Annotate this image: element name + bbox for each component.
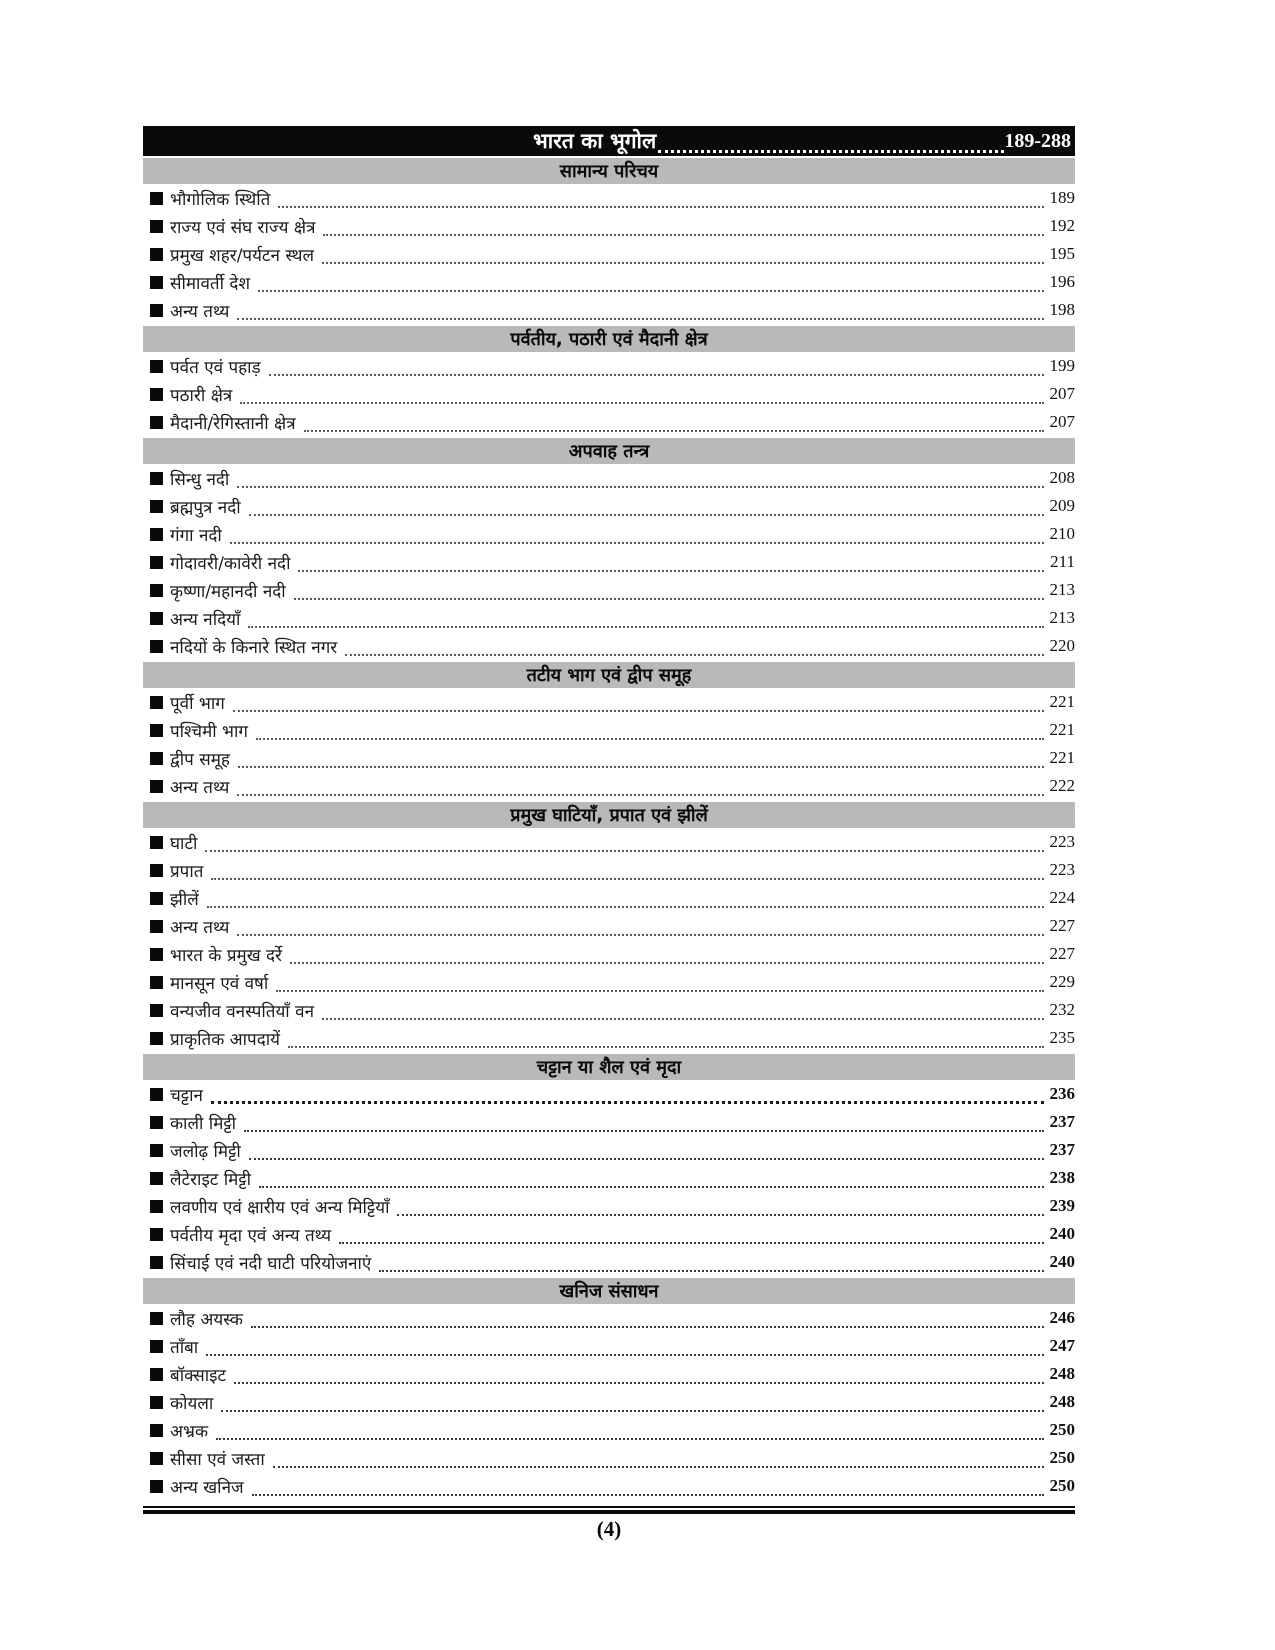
square-bullet-icon [150, 1312, 163, 1325]
toc-entry-page: 195 [1049, 244, 1075, 263]
toc-entry[interactable] [143, 380, 1075, 408]
toc-entry-label: ब्रह्मपुत्र नदी [170, 497, 241, 518]
toc-entry[interactable] [143, 1248, 1075, 1276]
square-bullet-icon [150, 1396, 163, 1409]
square-bullet-icon [150, 192, 163, 205]
dotted-leader [234, 1376, 1043, 1384]
toc-entry[interactable] [143, 716, 1075, 744]
toc-entry[interactable] [143, 1360, 1075, 1388]
dotted-leader [240, 396, 1043, 404]
toc-entry-page: 221 [1049, 748, 1075, 767]
toc-entry-page: 196 [1049, 272, 1075, 291]
toc-entry-page: 199 [1049, 356, 1075, 375]
toc-sections [143, 158, 1075, 1500]
toc-entry[interactable] [143, 1164, 1075, 1192]
square-bullet-icon [150, 892, 163, 905]
chapter-page-range: 189-288 [1004, 129, 1071, 152]
dotted-leader [252, 1488, 1044, 1496]
toc-entry[interactable] [143, 492, 1075, 520]
toc-section [143, 438, 1075, 660]
toc-entry-label: प्रमुख शहर/पर्यटन स्थल [170, 245, 315, 266]
toc-entry[interactable] [143, 1080, 1075, 1108]
section-header: प्रमुख घाटियाँ, प्रपात एवं झीलें [143, 802, 1075, 828]
toc-entry-label: राज्य एवं संघ राज्य क्षेत्र [170, 217, 316, 238]
toc-entry-label: पूर्वी भाग [170, 693, 225, 714]
square-bullet-icon [150, 388, 163, 401]
toc-entry-label: प्रपात [170, 861, 204, 882]
toc-entry-label: सिन्धु नदी [170, 469, 230, 490]
square-bullet-icon [150, 472, 163, 485]
square-bullet-icon [150, 1004, 163, 1017]
toc-entry[interactable] [143, 940, 1075, 968]
toc-entry-page: 250 [1049, 1476, 1075, 1495]
dotted-leader [251, 1320, 1044, 1328]
toc-entry-label: द्वीप समूह [170, 749, 230, 770]
toc-entry-page: 198 [1049, 300, 1075, 319]
chapter-title: भारत का भूगोल [533, 129, 657, 153]
toc-page [143, 126, 1075, 1542]
section-header: सामान्य परिचय [143, 158, 1075, 184]
square-bullet-icon [150, 1256, 163, 1269]
toc-entry-page: 237 [1049, 1112, 1075, 1131]
toc-entry-page: 247 [1049, 1336, 1075, 1355]
square-bullet-icon [150, 920, 163, 933]
dotted-leader [258, 284, 1044, 292]
square-bullet-icon [150, 948, 163, 961]
toc-entry-label: सिंचाई एवं नदी घाटी परियोजनाएं [170, 1253, 372, 1274]
dotted-leader [298, 564, 1044, 572]
toc-entry[interactable] [143, 1472, 1075, 1500]
toc-entry-label: अन्य खनिज [170, 1477, 244, 1498]
dotted-leader [278, 200, 1043, 208]
toc-entry-label: अन्य तथ्य [170, 301, 230, 322]
dotted-leader [345, 648, 1043, 656]
chapter-title-bar [143, 126, 1075, 156]
toc-entry[interactable] [143, 772, 1075, 800]
toc-entry[interactable] [143, 1108, 1075, 1136]
toc-entry[interactable] [143, 884, 1075, 912]
toc-entry[interactable] [143, 1388, 1075, 1416]
toc-entry-label: पश्चिमी भाग [170, 721, 248, 742]
toc-entry-label: कोयला [170, 1393, 214, 1414]
dotted-leader [290, 956, 1044, 964]
toc-entry-label: प्राकृतिक आपदायें [170, 1029, 281, 1050]
toc-entry-label: भौगोलिक स्थिति [170, 189, 271, 210]
toc-entry[interactable] [143, 856, 1075, 884]
square-bullet-icon [150, 1228, 163, 1241]
dotted-leader [269, 368, 1044, 376]
toc-entry[interactable] [143, 212, 1075, 240]
toc-entry-page: 189 [1049, 188, 1075, 207]
dotted-leader [379, 1264, 1043, 1272]
dotted-leader [237, 928, 1043, 936]
footer-divider [143, 1506, 1075, 1514]
toc-entry-label: अन्य तथ्य [170, 777, 230, 798]
square-bullet-icon [150, 780, 163, 793]
dotted-leader [273, 1460, 1044, 1468]
toc-entry-label: पर्वत एवं पहाड़ [170, 357, 261, 378]
dotted-leader [211, 872, 1043, 880]
toc-entry-page: 240 [1049, 1224, 1075, 1243]
toc-entry[interactable] [143, 828, 1075, 856]
toc-entry[interactable] [143, 1332, 1075, 1360]
toc-entry-page: 207 [1049, 412, 1075, 431]
toc-entry-page: 210 [1049, 524, 1075, 543]
dotted-leader [205, 844, 1043, 852]
dotted-leader [237, 480, 1043, 488]
dotted-leader [249, 1152, 1044, 1160]
square-bullet-icon [150, 1200, 163, 1213]
toc-entry[interactable] [143, 408, 1075, 436]
toc-entry-page: 237 [1049, 1140, 1075, 1159]
square-bullet-icon [150, 1088, 163, 1101]
toc-entry-page: 192 [1049, 216, 1075, 235]
dotted-leader [658, 143, 1004, 153]
dotted-leader [339, 1236, 1043, 1244]
toc-entry[interactable] [143, 632, 1075, 660]
toc-entry[interactable] [143, 604, 1075, 632]
square-bullet-icon [150, 1452, 163, 1465]
toc-entry-label: भारत के प्रमुख दर्रे [170, 945, 282, 966]
toc-entry-label: लैटेराइट मिट्टी [170, 1169, 252, 1190]
toc-entry-page: 211 [1050, 552, 1075, 571]
toc-entry-page: 240 [1049, 1252, 1075, 1271]
toc-entry[interactable] [143, 240, 1075, 268]
toc-section [143, 1278, 1075, 1500]
toc-entry[interactable] [143, 548, 1075, 576]
toc-entry-label: काली मिट्टी [170, 1113, 237, 1134]
toc-entry-label: सीसा एवं जस्ता [170, 1449, 265, 1470]
toc-entry-page: 235 [1049, 1028, 1075, 1047]
toc-entry-page: 213 [1049, 608, 1075, 627]
toc-entry-page: 223 [1049, 860, 1075, 879]
square-bullet-icon [150, 640, 163, 653]
dotted-leader [322, 1012, 1043, 1020]
square-bullet-icon [150, 500, 163, 513]
toc-entry-page: 236 [1049, 1084, 1075, 1103]
dotted-leader [288, 1040, 1043, 1048]
dotted-leader [249, 508, 1044, 516]
square-bullet-icon [150, 248, 163, 261]
toc-section [143, 326, 1075, 436]
toc-entry[interactable] [143, 1444, 1075, 1472]
toc-entry-label: पठारी क्षेत्र [170, 385, 233, 406]
toc-entry[interactable] [143, 744, 1075, 772]
toc-entry[interactable] [143, 520, 1075, 548]
toc-entry-page: 220 [1049, 636, 1075, 655]
toc-entry-label: मानसून एवं वर्षा [170, 973, 269, 994]
toc-entry[interactable] [143, 1024, 1075, 1052]
dotted-leader [294, 592, 1044, 600]
dotted-leader [237, 312, 1043, 320]
square-bullet-icon [150, 836, 163, 849]
toc-entry-page: 248 [1049, 1364, 1075, 1383]
dotted-leader [211, 1095, 1044, 1104]
square-bullet-icon [150, 1116, 163, 1129]
toc-entry-label: ताँबा [170, 1337, 199, 1358]
dotted-leader [322, 256, 1043, 264]
dotted-leader [206, 1348, 1043, 1356]
toc-entry-page: 239 [1049, 1196, 1075, 1215]
square-bullet-icon [150, 220, 163, 233]
toc-entry-page: 222 [1049, 776, 1075, 795]
toc-entry-label: मैदानी/रेगिस्तानी क्षेत्र [170, 413, 296, 434]
toc-entry[interactable] [143, 184, 1075, 212]
dotted-leader [237, 788, 1043, 796]
toc-entry-page: 250 [1049, 1448, 1075, 1467]
toc-entry-label: बॉक्साइट [170, 1365, 227, 1386]
toc-section [143, 158, 1075, 324]
toc-entry-label: सीमावर्ती देश [170, 273, 250, 294]
toc-entry-page: 224 [1049, 888, 1075, 907]
section-header: तटीय भाग एवं द्वीप समूह [143, 662, 1075, 688]
square-bullet-icon [150, 1340, 163, 1353]
square-bullet-icon [150, 416, 163, 429]
toc-entry-label: गंगा नदी [170, 525, 222, 546]
toc-entry[interactable] [143, 576, 1075, 604]
square-bullet-icon [150, 1480, 163, 1493]
toc-entry-label: लवणीय एवं क्षारीय एवं अन्य मिट्टियाँ [170, 1197, 390, 1218]
square-bullet-icon [150, 276, 163, 289]
section-header: अपवाह तन्त्र [143, 438, 1075, 464]
square-bullet-icon [150, 1368, 163, 1381]
footer-page-number: (4) [596, 1517, 622, 1541]
square-bullet-icon [150, 304, 163, 317]
toc-entry-label: पर्वतीय मृदा एवं अन्य तथ्य [170, 1225, 332, 1246]
toc-section [143, 662, 1075, 800]
toc-entry[interactable] [143, 352, 1075, 380]
dotted-leader [256, 732, 1044, 740]
dotted-leader [216, 1432, 1044, 1440]
toc-entry-label: कृष्णा/महानदी नदी [170, 581, 286, 602]
toc-entry[interactable] [143, 1416, 1075, 1444]
toc-entry[interactable] [143, 1304, 1075, 1332]
toc-entry[interactable] [143, 464, 1075, 492]
toc-entry-label: जलोढ़ मिट्टी [170, 1141, 241, 1162]
square-bullet-icon [150, 864, 163, 877]
toc-entry[interactable] [143, 996, 1075, 1024]
toc-entry-page: 232 [1049, 1000, 1075, 1019]
square-bullet-icon [150, 976, 163, 989]
toc-section [143, 802, 1075, 1052]
dotted-leader [397, 1208, 1043, 1216]
dotted-leader [248, 620, 1043, 628]
toc-entry-page: 221 [1049, 692, 1075, 711]
dotted-leader [233, 704, 1044, 712]
dotted-leader [259, 1180, 1043, 1188]
square-bullet-icon [150, 1172, 163, 1185]
square-bullet-icon [150, 1424, 163, 1437]
square-bullet-icon [150, 360, 163, 373]
toc-entry-page: 227 [1049, 944, 1075, 963]
toc-entry-label: वन्यजीव वनस्पतियाँ वन [170, 1001, 315, 1022]
dotted-leader [323, 228, 1043, 236]
toc-entry[interactable] [143, 1220, 1075, 1248]
toc-entry-page: 250 [1049, 1420, 1075, 1439]
toc-entry[interactable] [143, 1136, 1075, 1164]
dotted-leader [238, 760, 1044, 768]
toc-entry[interactable] [143, 268, 1075, 296]
toc-entry[interactable] [143, 688, 1075, 716]
toc-entry-page: 229 [1049, 972, 1075, 991]
section-header: खनिज संसाधन [143, 1278, 1075, 1304]
toc-entry[interactable] [143, 296, 1075, 324]
toc-entry-label: गोदावरी/कावेरी नदी [170, 553, 291, 574]
square-bullet-icon [150, 584, 163, 597]
toc-entry-label: अन्य नदियाँ [170, 609, 241, 630]
square-bullet-icon [150, 696, 163, 709]
dotted-leader [276, 984, 1043, 992]
toc-entry-page: 208 [1049, 468, 1075, 487]
toc-entry[interactable] [143, 1192, 1075, 1220]
section-header: चट्टान या शैल एवं मृदा [143, 1054, 1075, 1080]
toc-entry-label: नदियों के किनारे स्थित नगर [170, 637, 338, 658]
toc-entry-page: 213 [1049, 580, 1075, 599]
dotted-leader [207, 900, 1044, 908]
toc-entry[interactable] [143, 968, 1075, 996]
square-bullet-icon [150, 612, 163, 625]
toc-entry-label: चट्टान [170, 1085, 203, 1106]
dotted-leader [230, 536, 1044, 544]
toc-section [143, 1054, 1075, 1276]
toc-entry-label: लौह अयस्क [170, 1309, 243, 1330]
dotted-leader [244, 1124, 1043, 1132]
toc-entry-label: झीलें [170, 889, 199, 910]
section-header: पर्वतीय, पठारी एवं मैदानी क्षेत्र [143, 326, 1075, 352]
toc-entry-page: 209 [1049, 496, 1075, 515]
toc-entry-page: 227 [1049, 916, 1075, 935]
square-bullet-icon [150, 528, 163, 541]
toc-entry-label: अभ्रक [170, 1421, 208, 1442]
toc-entry[interactable] [143, 912, 1075, 940]
toc-entry-label: घाटी [170, 833, 198, 854]
square-bullet-icon [150, 1144, 163, 1157]
dotted-leader [221, 1404, 1043, 1412]
dotted-leader [304, 424, 1044, 432]
square-bullet-icon [150, 724, 163, 737]
toc-entry-page: 238 [1049, 1168, 1075, 1187]
toc-entry-page: 207 [1049, 384, 1075, 403]
toc-entry-label: अन्य तथ्य [170, 917, 230, 938]
square-bullet-icon [150, 752, 163, 765]
toc-entry-page: 248 [1049, 1392, 1075, 1411]
square-bullet-icon [150, 556, 163, 569]
toc-entry-page: 223 [1049, 832, 1075, 851]
toc-entry-page: 246 [1049, 1308, 1075, 1327]
square-bullet-icon [150, 1032, 163, 1045]
toc-entry-page: 221 [1049, 720, 1075, 739]
